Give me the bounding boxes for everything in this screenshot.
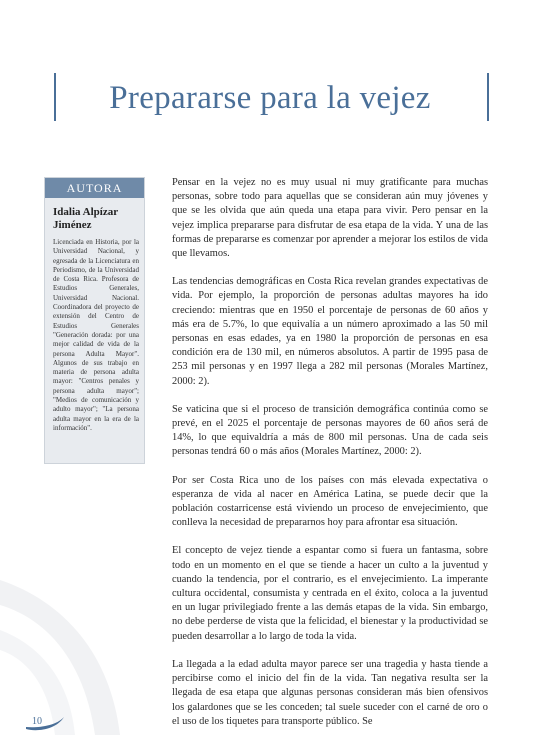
title-rule-left — [54, 73, 56, 121]
page-number: 10 — [32, 716, 42, 727]
decorative-swirl — [0, 560, 200, 735]
article-body — [172, 176, 488, 735]
paragraph: Por ser Costa Rica uno de los países con más elevada expectativa o esperanza de vida al nacer en América Latina, se puede decir que la población costarricense está viviendo un proceso de envejecimiento, que conlleva la necesidad de prepararnos hoy para afrontar esa situación. — [172, 474, 488, 529]
paragraph: El concepto de vejez tiende a espantar como si fuera un fantasma, sobre todo en un momento en el que se tiende a hacer un culto a la juventud y cuando la tendencia, por el contrario, es el envejecimiento. La imperante cultura occidental, consumista y centrada en el éxito, coloca a la juventud en un lugar privilegiado frente a las demás etapas de la vida. Sin embargo, no debe perderse de vista que la felicidad, el bienestar y la productividad se pueden desarrollar a lo largo de toda la vida. — [172, 545, 488, 642]
paragraph: Se vaticina que si el proceso de transición demográfica continúa como se prevé, en el 2025 el porcentaje de personas mayores de 60 años será de 14%, lo que equivaldría a más de 800 mil personas. Una de cada seis personas tendrá 60 o más años (Morales Martínez, 2000: 2). — [172, 403, 488, 458]
paragraph: Pensar en la vejez no es muy usual ni muy gratificante para muchas personas, sobre todo para aquellas que se consideran aún muy jóvenes y que se les olvida que aún queda una etapa para vivir. Pero pensar en la vejez implica prepararse para disfrutar de esa etapa de la vida. Y una de las formas de prepararse es comenzar por aprender a mejorar los estilos de vida que llevamos. — [172, 177, 488, 260]
author-sidebar — [44, 177, 145, 464]
author-name: Idalia Alpízar Jiménez — [53, 206, 118, 231]
author-heading: AUTORA — [45, 178, 144, 198]
paragraph: Las tendencias demográficas en Costa Rica revelan grandes expectativas de vida. Por ejemplo, la proporción de personas adultas mayores ha ido creciendo: mientras que en 1950 el porcentaje de personas de 60 años y más era de 5.7%, lo que equivalía a un número aproximado a las 50 mil personas en esas edades, ya en 1980 la proporción de personas en esa condición era de 130 mil, en números absolutos. A partir de 1995 pasa de 253 mil personas y en 1997 llega a 282 mil personas (Morales Martínez, 2000: 2). — [172, 276, 488, 387]
title-rule-right — [487, 73, 489, 121]
author-bio: Licenciada en Historia, por la Universidad Nacional, y egresada de la Licenciatura en Periodismo, de la Universidad de Costa Rica. Profesora de Estudios Generales, Universidad Nacional. Coordinadora del proyecto de extensión del Centro de Estudios Generales "Generación dorada: por una mejor calidad de vida de la persona Adulta Mayor". Algunos de sus trabajo en materia de persona adulta mayor: "Centros penales y persona adulta mayor"; "Medios de comunicación y adulto mayor"; "La persona adulta mayor en la era de la información". — [53, 238, 139, 432]
page-number-badge — [22, 713, 66, 731]
paragraph: La llegada a la edad adulta mayor parece ser una tragedia y hasta tiende a percibirse como el inicio del fin de la vida. Tan negativa resulta ser la llegada de esa etapa que algunas personas consideran más bien ofensivos los galardones que se les conceden; tal suele suceder con el carné de oro o el uso de los tiquetes para transporte público. Se — [172, 658, 488, 727]
page-title: Prepararse para la vejez — [109, 80, 431, 116]
page-number-swoosh-icon — [22, 713, 66, 731]
